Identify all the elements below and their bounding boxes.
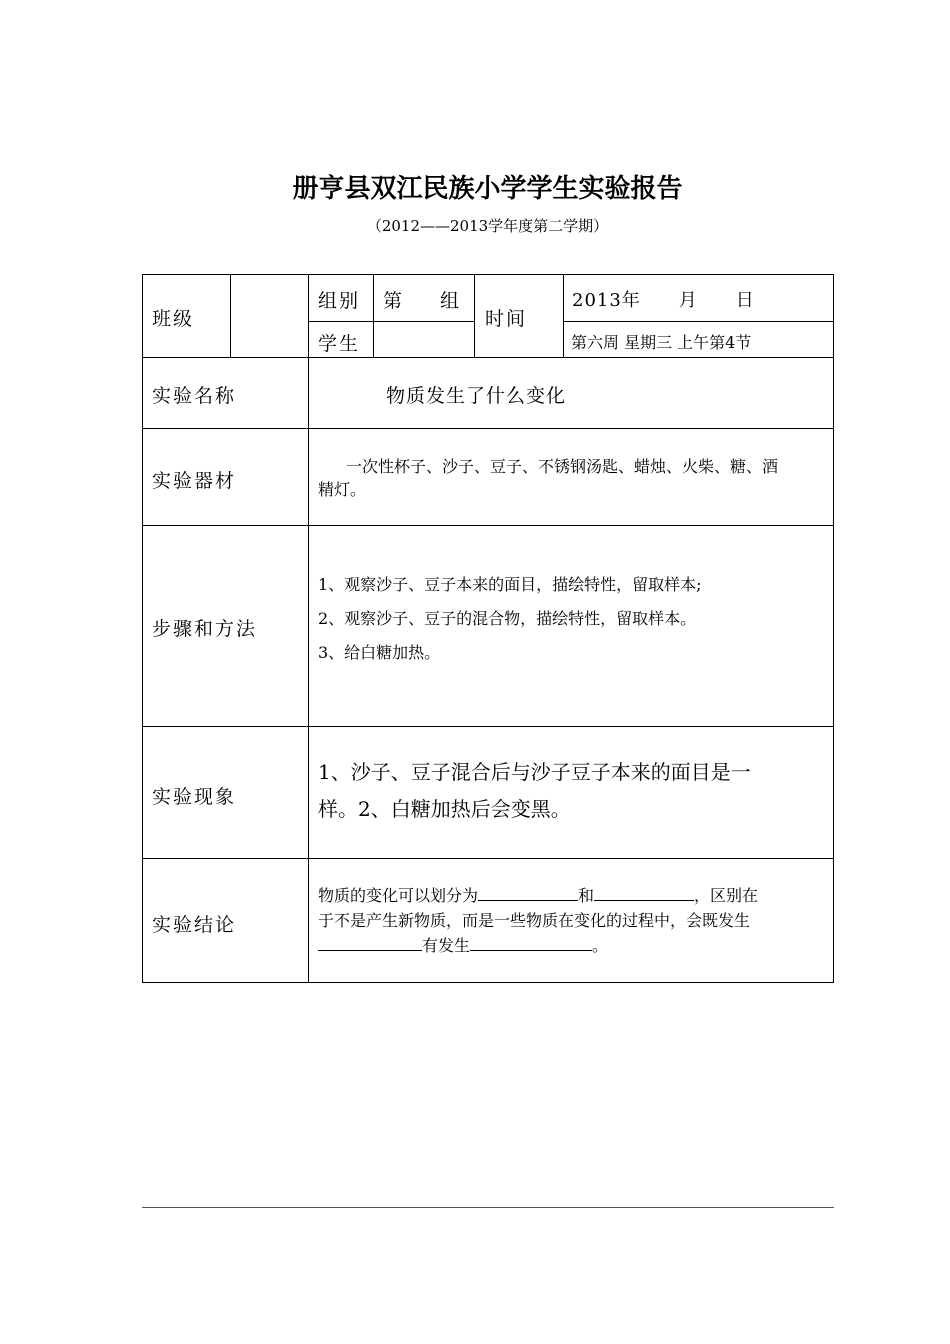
- conclusion-text-b: 和: [578, 886, 595, 905]
- divider: [563, 321, 833, 322]
- conclusion-text-c: ，区别在: [694, 886, 759, 905]
- blank-field[interactable]: [470, 934, 592, 951]
- divider: [308, 321, 474, 322]
- experiment-name-value: 物质发生了什么变化: [386, 385, 567, 407]
- time-label: 时间: [485, 308, 528, 330]
- table-border-top: [142, 274, 834, 275]
- table-border-left: [142, 274, 143, 982]
- group-label: 组别: [318, 290, 361, 312]
- table-border-right: [833, 274, 834, 982]
- class-label: 班级: [152, 308, 195, 330]
- date-value: 2013年 月 日: [572, 290, 755, 311]
- materials-line-2: 精灯。: [318, 480, 367, 499]
- divider: [230, 274, 231, 357]
- divider: [142, 726, 834, 727]
- table-border-bottom: [142, 982, 834, 983]
- phenomenon-line-1: 1、沙子、豆子混合后与沙子豆子本来的面目是一: [318, 760, 751, 784]
- student-label: 学生: [318, 333, 361, 355]
- experiment-name-label: 实验名称: [152, 385, 237, 407]
- conclusion-line-3: [318, 934, 608, 957]
- steps-methods-label: 步骤和方法: [152, 618, 258, 640]
- conclusion-text-a: 物质的变化可以划分为: [318, 886, 479, 905]
- experiment-materials-label: 实验器材: [152, 470, 237, 492]
- materials-line-1: 一次性杯子、沙子、豆子、不锈钢汤匙、蜡烛、火柴、糖、酒: [346, 457, 779, 476]
- blank-field[interactable]: [318, 934, 422, 951]
- divider: [142, 428, 834, 429]
- conclusion-text-d: 有发生: [422, 936, 471, 955]
- step-item-2: 2、观察沙子、豆子的混合物，描绘特性，留取样本。: [318, 609, 697, 628]
- experiment-phenomenon-label: 实验现象: [152, 786, 237, 808]
- divider: [142, 525, 834, 526]
- group-value-suffix: 组: [440, 290, 462, 312]
- conclusion-text-e: 。: [592, 936, 609, 955]
- divider: [142, 357, 834, 358]
- conclusion-line-2: 于不是产生新物质，而是一些物质在变化的过程中，会既发生: [318, 911, 751, 930]
- group-value-prefix: 第: [383, 290, 405, 312]
- step-item-3: 3、给白糖加热。: [318, 643, 441, 662]
- conclusion-line-1: [318, 884, 758, 907]
- divider: [142, 858, 834, 859]
- period-value: 第六周 星期三 上午第4节: [571, 333, 752, 352]
- divider: [373, 274, 374, 357]
- phenomenon-line-2: 样。2、白糖加热后会变黑。: [318, 797, 571, 821]
- footer-divider: [142, 1207, 834, 1208]
- experiment-conclusion-label: 实验结论: [152, 914, 237, 936]
- divider: [563, 274, 564, 357]
- page-title: 册亨县双江民族小学学生实验报告: [292, 174, 683, 204]
- divider: [474, 274, 475, 357]
- page-subtitle: （2012——2013学年度第二学期）: [366, 217, 609, 235]
- step-item-1: 1、观察沙子、豆子本来的面目，描绘特性，留取样本;: [318, 575, 702, 594]
- blank-field[interactable]: [594, 884, 694, 901]
- blank-field[interactable]: [478, 884, 578, 901]
- divider: [308, 274, 309, 982]
